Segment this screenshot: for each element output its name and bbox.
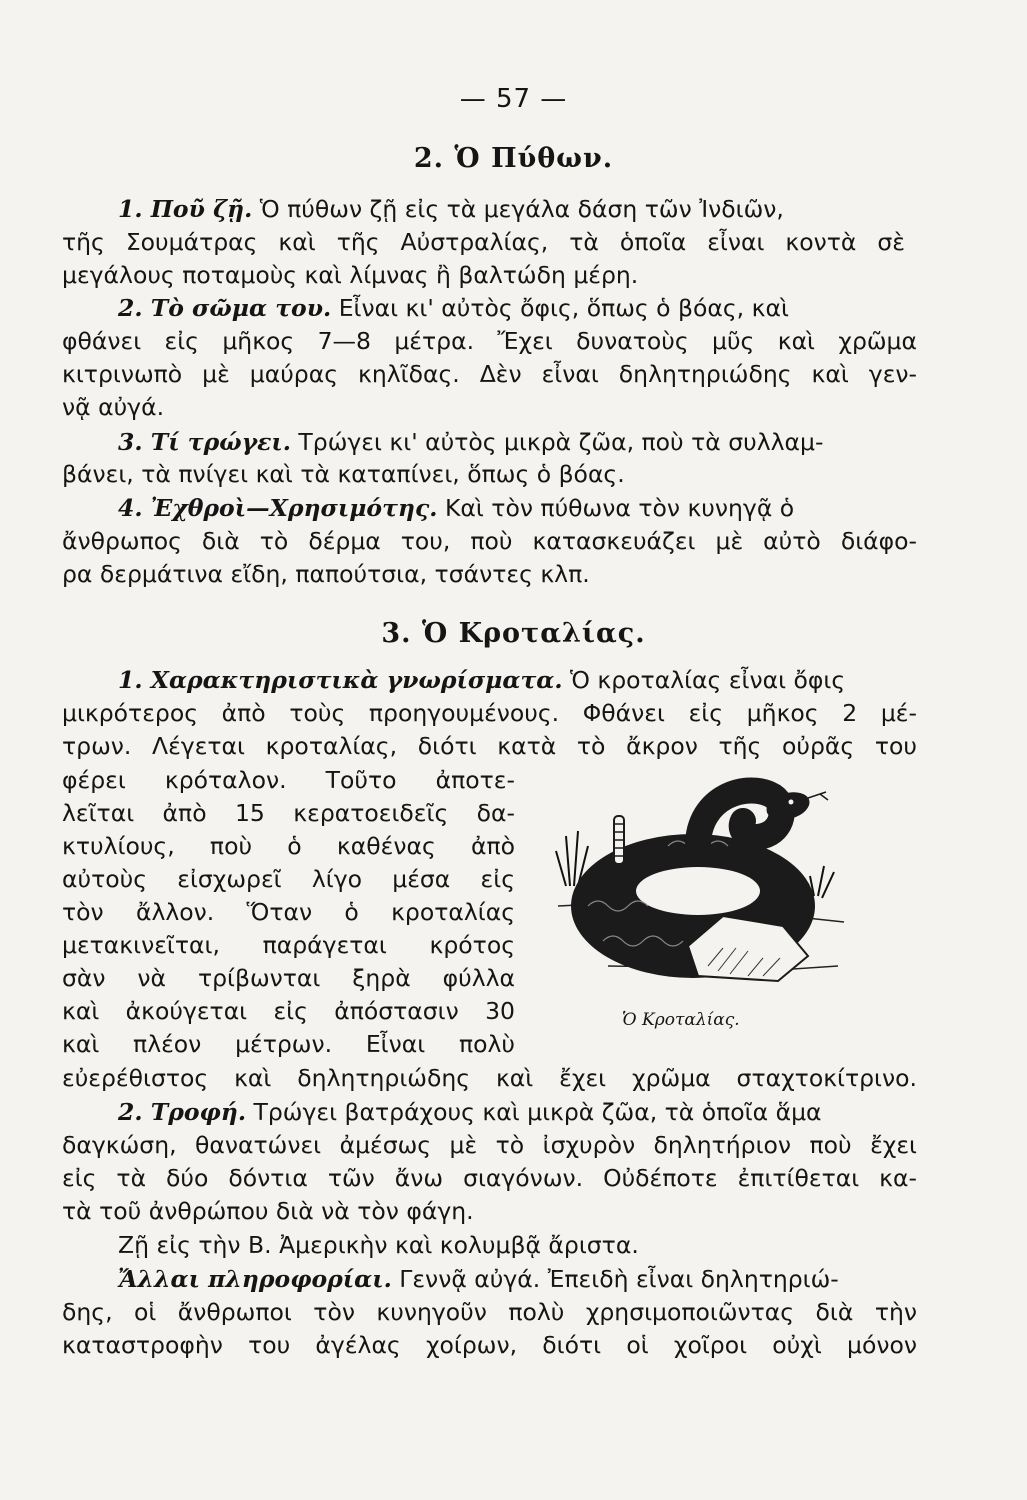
page-number: — 57 — — [459, 84, 568, 114]
paragraph-line — [118, 1096, 918, 1128]
paragraph-text: Ὁ πύθων ζῇ εἰς τὰ μεγάλα δάση τῶν Ἰνδιῶν, — [259, 195, 784, 223]
snake-eye — [789, 800, 794, 805]
paragraph-text: Καὶ τὸν πύθωνα τὸν κυνηγᾷ ὁ — [444, 494, 795, 522]
paragraph-line: ἄνθρωπος διὰ τὸ δέρμα του, ποὺ κατασκευάζει μὲ αὐτὸ διάφο- — [62, 527, 917, 555]
paragraph-line: ρα δερμάτινα εἴδη, παπούτσια, τσάντες κλπ. — [62, 560, 590, 588]
snake-coil-inner — [636, 867, 760, 915]
paragraph-lead: 1. Ποῦ ζῇ. — [118, 195, 253, 223]
paragraph-line: δαγκώση, θανατώνει ἀμέσως μὲ τὸ ἰσχυρὸν δηλητήριον ποὺ ἔχει — [62, 1131, 917, 1159]
paragraph-line: τὸν ἄλλον. Ὅταν ὁ κροταλίας — [62, 898, 515, 926]
paragraph-line: λεῖται ἀπὸ 15 κερατοειδεῖς δα- — [62, 799, 515, 827]
paragraph-line: φέρει κρόταλον. Τοῦτο ἀποτε- — [62, 766, 515, 794]
paragraph-line: μετακινεῖται, παράγεται κρότος — [62, 931, 515, 959]
paragraph-line: κτυλίους, ποὺ ὁ καθένας ἀπὸ — [62, 832, 515, 860]
figure-caption: Ὁ Κροταλίας. — [622, 1010, 740, 1030]
paragraph-lead: 2. Τὸ σῶμα του. — [118, 294, 332, 322]
paragraph-line — [118, 1263, 918, 1295]
paragraph-line: νᾷ αὐγά. — [62, 393, 165, 421]
paragraph-lead: 2. Τροφή. — [118, 1098, 247, 1126]
paragraph-line: τῆς Σουμάτρας καὶ τῆς Αὐστραλίας, τὰ ὁποῖα εἶναι κοντὰ σὲ — [62, 228, 905, 256]
paragraph-line: τὰ τοῦ ἀνθρώπου διὰ νὰ τὸν φάγη. — [62, 1197, 474, 1225]
paragraph-line: δης, οἱ ἄνθρωποι τὸν κυνηγοῦν πολὺ χρησιμοποιῶντας διὰ τὴν — [62, 1298, 917, 1326]
paragraph-line: εὐερέθιστος καὶ δηλητηριώδης καὶ ἔχει χρῶμα σταχτοκίτρινο. — [62, 1064, 917, 1092]
paragraph-line: σὰν νὰ τρίβωνται ξηρὰ φύλλα — [62, 964, 515, 992]
paragraph-line: τρων. Λέγεται κροταλίας, διότι κατὰ τὸ ἄκρον τῆς οὐρᾶς του — [62, 732, 917, 760]
paragraph-lead: Ἄλλαι πληροφορίαι. — [118, 1265, 392, 1293]
paragraph-line — [118, 426, 918, 458]
paragraph-line: φθάνει εἰς μῆκος 7—8 μέτρα. Ἔχει δυνατοὺς μῦς καὶ χρῶμα — [62, 327, 917, 355]
paragraph-line: αὐτοὺς εἰσχωρεῖ λίγο μέσα εἰς — [62, 865, 515, 893]
paragraph-line — [118, 492, 918, 524]
paragraph-line — [118, 292, 918, 324]
rattlesnake-illustration — [548, 776, 848, 1001]
paragraph-line: βάνει, τὰ πνίγει καὶ τὰ καταπίνει, ὅπως ὁ βόας. — [62, 460, 625, 488]
paragraph-lead: 3. Τί τρώγει. — [118, 428, 291, 456]
paragraph-line: μεγάλους ποταμοὺς καὶ λίμνας ἢ βαλτώδη μέρη. — [62, 261, 639, 289]
paragraph-lead: 1. Χαρακτηριστικὰ γνωρίσματα. — [118, 666, 563, 694]
paragraph-line: καταστροφὴν του ἀγέλας χοίρων, διότι οἱ χοῖροι οὐχὶ μόνον — [62, 1331, 917, 1359]
paragraph-line: καὶ πλέον μέτρων. Εἶναι πολὺ — [62, 1030, 515, 1058]
paragraph-line — [118, 193, 905, 225]
paragraph-line: κιτρινωπὸ μὲ μαύρας κηλῖδας. Δὲν εἶναι δηλητηριώδης καὶ γεν- — [62, 360, 917, 388]
paragraph-line: μικρότερος ἀπὸ τοὺς προηγουμένους. Φθάνει εἰς μῆκος 2 μέ- — [62, 699, 917, 727]
paragraph-text: Τρώγει βατράχους καὶ μικρὰ ζῶα, τὰ ὁποῖα ἅμα — [253, 1098, 822, 1126]
section-heading-python: 2. Ὁ Πύθων. — [413, 143, 614, 174]
paragraph-lead: 4. Ἐχθροὶ—Χρησιμότης. — [118, 494, 438, 522]
paragraph-line: καὶ ἀκούγεται εἰς ἀπόστασιν 30 — [62, 997, 515, 1025]
paragraph-text: Εἶναι κι' αὐτὸς ὄφις, ὅπως ὁ βόας, καὶ — [338, 294, 789, 322]
snake-tongue — [808, 792, 828, 800]
paragraph-text: Τρώγει κι' αὐτὸς μικρὰ ζῶα, ποὺ τὰ συλλαμ- — [298, 428, 824, 456]
paragraph-text: Γεννᾷ αὐγά. Ἐπειδὴ εἶναι δηλητηριώ- — [399, 1265, 839, 1293]
paragraph-line: εἰς τὰ δύο δόντια τῶν ἄνω σιαγόνων. Οὐδέποτε ἐπιτίθεται κα- — [62, 1164, 917, 1192]
paragraph-line — [118, 664, 918, 696]
snake-neck — [698, 790, 782, 846]
paragraph-line: Ζῇ εἰς τὴν Β. Ἀμερικὴν καὶ κολυμβᾷ ἄριστα. — [118, 1231, 639, 1259]
rattle-tail — [614, 816, 624, 864]
paragraph-text: Ὁ κροταλίας εἶναι ὄφις — [570, 666, 846, 694]
section-heading-rattlesnake: 3. Ὁ Κροταλίας. — [381, 618, 646, 649]
